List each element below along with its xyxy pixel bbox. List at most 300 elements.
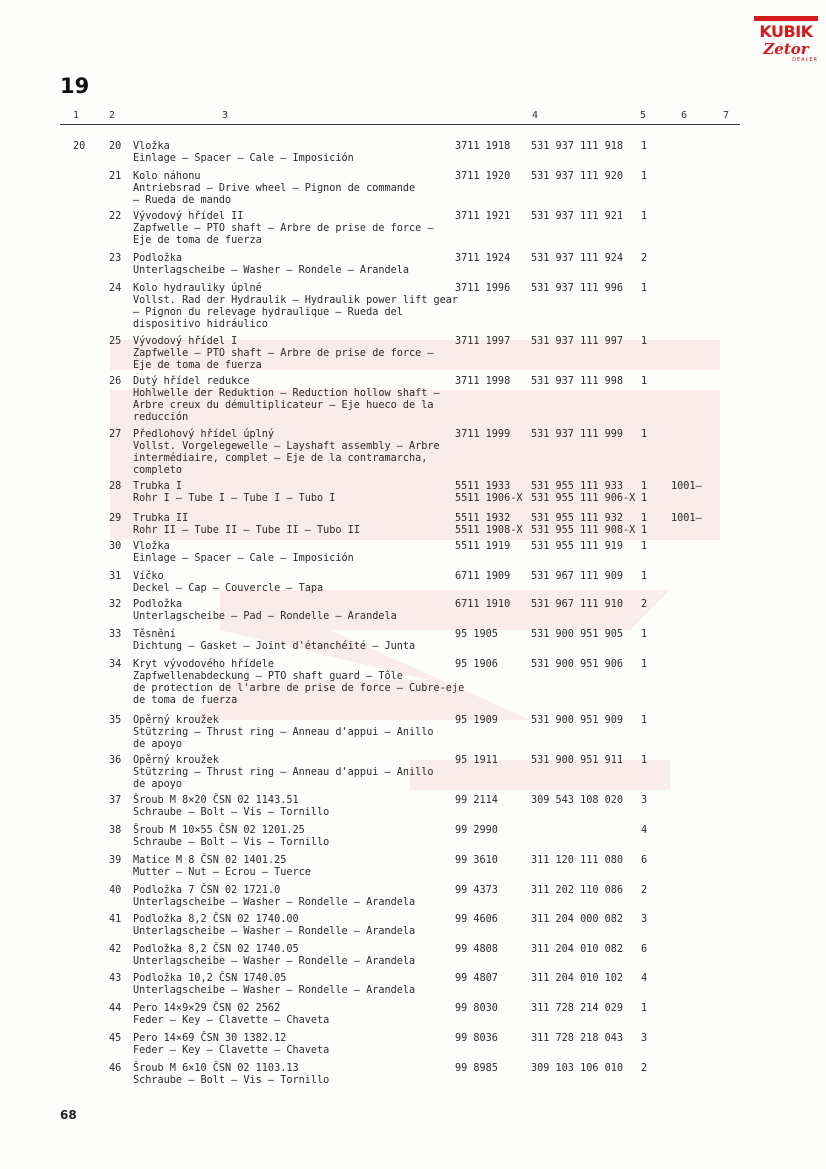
quantity xyxy=(641,755,655,767)
position-number: 30 xyxy=(109,541,122,552)
quantity xyxy=(641,855,655,867)
part-description xyxy=(133,885,448,909)
description-line: Arbre creux du démultiplicateur — Eje hueco de la xyxy=(133,400,434,411)
description-line: completo xyxy=(133,465,183,476)
description-line: de toma de fuerza xyxy=(133,695,238,706)
description-line: Kryt vývodového hřídele xyxy=(133,659,275,670)
quantity xyxy=(641,659,655,671)
part-number xyxy=(531,171,631,183)
description-line: Trubka I xyxy=(133,481,183,492)
quantity-line: 1 xyxy=(641,755,648,766)
logo-sub: Zetor xyxy=(763,40,809,58)
part-number-line: 531 937 111 997 xyxy=(531,336,624,347)
position-number: 42 xyxy=(109,944,122,955)
quantity-line: 1 xyxy=(641,659,648,670)
col-4-header: 4 xyxy=(532,110,539,121)
part-number xyxy=(531,1003,631,1015)
position-number: 34 xyxy=(109,659,122,670)
quantity-line: 1 xyxy=(641,715,648,726)
drawing-number xyxy=(455,944,517,956)
description-line: Vložka xyxy=(133,541,170,552)
description-line: Podložka 8,2 ČSN 02 1740.00 xyxy=(133,914,299,925)
col-7-header: 7 xyxy=(723,110,730,121)
quantity-line: 1 xyxy=(641,571,648,582)
part-number-line: 311 728 214 029 xyxy=(531,1003,624,1014)
part-number xyxy=(531,1033,631,1045)
description-line: Předlohový hřídel úplný xyxy=(133,429,275,440)
col-2-header: 2 xyxy=(109,110,116,121)
position-number: 46 xyxy=(109,1063,122,1074)
drawing-number xyxy=(455,253,517,265)
part-description xyxy=(133,825,448,849)
drawing-number xyxy=(455,283,517,295)
quantity-line: 1 xyxy=(641,629,648,640)
description-line: de protection de l'arbre de prise de force — Cubre-eje xyxy=(133,683,465,694)
description-line: Šroub M 8×20 ČSN 02 1143.51 xyxy=(133,795,299,806)
drawing-number-line: 3711 1924 xyxy=(455,253,511,264)
description-line: Unterlagscheibe — Washer — Rondele — Arandela xyxy=(133,265,410,276)
part-description xyxy=(133,855,448,879)
quantity xyxy=(641,336,655,348)
quantity-line: 1 xyxy=(641,541,648,552)
part-description xyxy=(133,914,448,938)
description-line: Matice M 8 ČSN 02 1401.25 xyxy=(133,855,287,866)
part-number xyxy=(531,973,631,985)
drawing-number xyxy=(455,541,517,553)
part-description xyxy=(133,1063,448,1087)
part-number-line: 531 955 111 906-X xyxy=(531,493,636,504)
drawing-number-line: 5511 1933 xyxy=(455,481,511,492)
drawing-number xyxy=(455,715,517,727)
position-number: 31 xyxy=(109,571,122,582)
quantity xyxy=(641,211,655,223)
drawing-number xyxy=(455,376,517,388)
quantity xyxy=(641,283,655,295)
part-number xyxy=(531,914,631,926)
quantity xyxy=(641,513,655,537)
description-line: Eje de toma de fuerza xyxy=(133,360,262,371)
part-number xyxy=(531,253,631,265)
quantity xyxy=(641,253,655,265)
position-number: 41 xyxy=(109,914,122,925)
quantity xyxy=(641,973,655,985)
drawing-number xyxy=(455,1033,517,1045)
description-line: Stützring — Thrust ring — Anneau d'appui — Anillo xyxy=(133,727,434,738)
drawing-number-line: 99 4807 xyxy=(455,973,498,984)
quantity xyxy=(641,376,655,388)
drawing-number-line: 99 8030 xyxy=(455,1003,498,1014)
part-description xyxy=(133,944,448,968)
quantity-line: 1 xyxy=(641,171,648,182)
part-number xyxy=(531,481,636,505)
part-number xyxy=(531,571,631,583)
serial-from: 1001— xyxy=(671,481,702,492)
quantity xyxy=(641,825,655,837)
drawing-number-line: 3711 1999 xyxy=(455,429,511,440)
part-number xyxy=(531,855,631,867)
part-description xyxy=(133,973,448,997)
position-number: 38 xyxy=(109,825,122,836)
drawing-number-line: 3711 1918 xyxy=(455,141,511,152)
part-description xyxy=(133,755,448,791)
quantity-line: 1 xyxy=(641,1003,648,1014)
part-description xyxy=(133,171,448,207)
description-line: Rohr I — Tube I — Tube I — Tubo I xyxy=(133,493,336,504)
position-number: 22 xyxy=(109,211,122,222)
quantity xyxy=(641,429,655,441)
drawing-number-line: 99 8985 xyxy=(455,1063,498,1074)
description-line: Vložka xyxy=(133,141,170,152)
part-number-line: 531 900 951 905 xyxy=(531,629,624,640)
description-line: Rohr II — Tube II — Tube II — Tubo II xyxy=(133,525,360,536)
part-description xyxy=(133,253,448,277)
quantity xyxy=(641,141,655,153)
position-number: 20 xyxy=(109,141,122,152)
part-number xyxy=(531,795,631,807)
part-number-line: 531 937 111 996 xyxy=(531,283,624,294)
col-3-header: 3 xyxy=(222,110,229,121)
part-number xyxy=(531,715,631,727)
drawing-number-line: 5511 1932 xyxy=(455,513,511,524)
description-line: intermédiaire, complet — Eje de la contramarcha, xyxy=(133,453,428,464)
part-number xyxy=(531,513,636,537)
description-line: Šroub M 10×55 ČSN 02 1201.25 xyxy=(133,825,305,836)
part-description xyxy=(133,513,448,537)
col-6-header: 6 xyxy=(681,110,688,121)
drawing-number-line: 5511 1906-X xyxy=(455,493,523,504)
part-number xyxy=(531,599,631,611)
position-number: 27 xyxy=(109,429,122,440)
description-line: Zapfwelle — PTO shaft — Arbre de prise de force — xyxy=(133,223,434,234)
drawing-number xyxy=(455,571,517,583)
part-number-line: 531 937 111 918 xyxy=(531,141,624,152)
description-line: Trubka II xyxy=(133,513,189,524)
quantity-line: 1 xyxy=(641,283,648,294)
position-number: 25 xyxy=(109,336,122,347)
part-number-line: 531 955 111 933 xyxy=(531,481,624,492)
drawing-number xyxy=(455,599,517,611)
quantity-line: 2 xyxy=(641,885,648,896)
drawing-number-line: 3711 1998 xyxy=(455,376,511,387)
description-line: Těsnění xyxy=(133,629,176,640)
part-number-line: 531 937 111 921 xyxy=(531,211,624,222)
quantity-line: 1 xyxy=(641,513,648,524)
drawing-number-line: 6711 1910 xyxy=(455,599,511,610)
quantity-line: 3 xyxy=(641,1033,648,1044)
part-number-line: 531 937 111 998 xyxy=(531,376,624,387)
part-description xyxy=(133,141,448,165)
drawing-number-line: 95 1906 xyxy=(455,659,498,670)
drawing-number-line: 99 3610 xyxy=(455,855,498,866)
part-description xyxy=(133,541,448,565)
part-description xyxy=(133,571,448,595)
drawing-number xyxy=(455,885,517,897)
description-line: Stützring — Thrust ring — Anneau d'appui — Anillo xyxy=(133,767,434,778)
drawing-number xyxy=(455,755,517,767)
description-line: Podložka 8,2 ČSN 02 1740.05 xyxy=(133,944,299,955)
drawing-number-line: 6711 1909 xyxy=(455,571,511,582)
drawing-number xyxy=(455,513,523,537)
drawing-number xyxy=(455,481,523,505)
logo-brand: KUBIK xyxy=(759,22,813,41)
part-number-line: 531 967 111 910 xyxy=(531,599,624,610)
part-description xyxy=(133,795,448,819)
part-description xyxy=(133,715,448,751)
description-line: Unterlagscheibe — Pad — Rondelle — Arandela xyxy=(133,611,397,622)
quantity-line: 6 xyxy=(641,944,648,955)
drawing-number xyxy=(455,1063,517,1075)
description-line: Šroub M 6×10 ČSN 02 1103.13 xyxy=(133,1063,299,1074)
drawing-number-line: 95 1909 xyxy=(455,715,498,726)
part-number xyxy=(531,429,631,441)
part-description xyxy=(133,336,448,372)
quantity xyxy=(641,914,655,926)
quantity-line: 1 xyxy=(641,493,648,504)
quantity-line: 3 xyxy=(641,795,648,806)
quantity-line: 4 xyxy=(641,973,648,984)
position-number: 43 xyxy=(109,973,122,984)
quantity-line: 1 xyxy=(641,336,648,347)
drawing-number-line: 99 4808 xyxy=(455,944,498,955)
drawing-number-line: 99 4373 xyxy=(455,885,498,896)
part-description xyxy=(133,599,448,623)
drawing-number-line: 99 4606 xyxy=(455,914,498,925)
drawing-number-line: 95 1905 xyxy=(455,629,498,640)
logo-tag: DEALER xyxy=(792,57,818,63)
part-number-line: 531 967 111 909 xyxy=(531,571,624,582)
description-line: Unterlagscheibe — Washer — Rondelle — Arandela xyxy=(133,897,416,908)
drawing-number-line: 3711 1996 xyxy=(455,283,511,294)
part-number-line: 531 937 111 999 xyxy=(531,429,624,440)
description-line: Dichtung — Gasket — Joint d'étanchéité — Junta xyxy=(133,641,416,652)
quantity xyxy=(641,541,655,553)
description-line: — Rueda de mando xyxy=(133,195,232,206)
part-number xyxy=(531,659,631,671)
drawing-number-line: 3711 1921 xyxy=(455,211,511,222)
quantity-line: 1 xyxy=(641,141,648,152)
part-number xyxy=(531,541,631,553)
part-number-line: 531 937 111 924 xyxy=(531,253,624,264)
drawing-number-line: 99 2114 xyxy=(455,795,498,806)
description-line: Pero 14×69 ČSN 30 1382.12 xyxy=(133,1033,287,1044)
position-number: 32 xyxy=(109,599,122,610)
description-line: Feder — Key — Clavette — Chaveta xyxy=(133,1045,330,1056)
part-number-line: 311 728 218 043 xyxy=(531,1033,624,1044)
quantity-line: 1 xyxy=(641,481,648,492)
drawing-number xyxy=(455,914,517,926)
position-number: 33 xyxy=(109,629,122,640)
position-number: 35 xyxy=(109,715,122,726)
part-description xyxy=(133,211,448,247)
drawing-number xyxy=(455,336,517,348)
drawing-number xyxy=(455,973,517,985)
part-number-line: 311 204 000 082 xyxy=(531,914,624,925)
quantity-line: 2 xyxy=(641,1063,648,1074)
part-number-line: 311 120 111 080 xyxy=(531,855,624,866)
part-number-line: 531 937 111 920 xyxy=(531,171,624,182)
quantity-line: 3 xyxy=(641,914,648,925)
description-line: Eje de toma de fuerza xyxy=(133,235,262,246)
drawing-number xyxy=(455,855,517,867)
description-line: Hohlwelle der Reduktion — Reduction hollow shaft — xyxy=(133,388,440,399)
description-line: Vollst. Rad der Hydraulik — Hydraulik power lift gear xyxy=(133,295,459,306)
part-number xyxy=(531,211,631,223)
description-line: Schraube — Bolt — Vis — Tornillo xyxy=(133,837,330,848)
part-number-line: 309 543 108 020 xyxy=(531,795,624,806)
drawing-number xyxy=(455,429,517,441)
part-number xyxy=(531,336,631,348)
footer-page-number: 68 xyxy=(60,1108,77,1122)
quantity xyxy=(641,481,655,505)
quantity xyxy=(641,1033,655,1045)
position-number: 24 xyxy=(109,283,122,294)
description-line: — Pignon du relevage hydraulique — Rueda del xyxy=(133,307,403,318)
part-number-line: 531 900 951 906 xyxy=(531,659,624,670)
col-1-header: 1 xyxy=(73,110,80,121)
position-number: 44 xyxy=(109,1003,122,1014)
description-line: Vollst. Vorgelegewelle — Layshaft assembly — Arbre xyxy=(133,441,440,452)
position-number: 40 xyxy=(109,885,122,896)
description-line: Opěrný kroužek xyxy=(133,755,219,766)
part-description xyxy=(133,283,459,331)
description-line: Zapfwellenabdeckung — PTO shaft guard — Tôle xyxy=(133,671,403,682)
part-description xyxy=(133,659,465,707)
drawing-number xyxy=(455,171,517,183)
quantity xyxy=(641,715,655,727)
drawing-number xyxy=(455,1003,517,1015)
description-line: Einlage — Spacer — Cale — Imposición xyxy=(133,553,354,564)
description-line: Kolo náhonu xyxy=(133,171,201,182)
part-number-line: 531 955 111 908-X xyxy=(531,525,636,536)
part-number-line: 311 204 010 082 xyxy=(531,944,624,955)
description-line: Pero 14×9×29 ČSN 02 2562 xyxy=(133,1003,281,1014)
quantity xyxy=(641,885,655,897)
quantity xyxy=(641,795,655,807)
description-line: Antriebsrad — Drive wheel — Pignon de commande xyxy=(133,183,416,194)
description-line: reducción xyxy=(133,412,189,423)
position-number: 36 xyxy=(109,755,122,766)
drawing-number-line: 95 1911 xyxy=(455,755,498,766)
position-number: 28 xyxy=(109,481,122,492)
part-description xyxy=(133,629,448,653)
part-number-line: 309 103 106 010 xyxy=(531,1063,624,1074)
part-number xyxy=(531,376,631,388)
quantity-line: 1 xyxy=(641,376,648,387)
quantity xyxy=(641,1003,655,1015)
part-number xyxy=(531,755,631,767)
description-line: Podložka xyxy=(133,599,183,610)
description-line: Unterlagscheibe — Washer — Rondelle — Arandela xyxy=(133,985,416,996)
description-line: Deckel — Cap — Couvercle — Tapa xyxy=(133,583,324,594)
col-5-header: 5 xyxy=(640,110,647,121)
drawing-number xyxy=(455,141,517,153)
quantity xyxy=(641,629,655,641)
part-number-line: 311 202 110 086 xyxy=(531,885,624,896)
part-number xyxy=(531,944,631,956)
position-number: 29 xyxy=(109,513,122,524)
description-line: Opěrný kroužek xyxy=(133,715,219,726)
part-number xyxy=(531,141,631,153)
quantity-line: 4 xyxy=(641,825,648,836)
quantity-line: 2 xyxy=(641,599,648,610)
quantity-line: 1 xyxy=(641,211,648,222)
description-line: Podložka 10,2 ČSN 1740.05 xyxy=(133,973,287,984)
position-number: 39 xyxy=(109,855,122,866)
description-line: Dutý hřídel redukce xyxy=(133,376,250,387)
part-number-line: 531 900 951 911 xyxy=(531,755,624,766)
part-number xyxy=(531,885,631,897)
drawing-number xyxy=(455,825,517,837)
description-line: Unterlagscheibe — Washer — Rondelle — Arandela xyxy=(133,956,416,967)
serial-from: 1001— xyxy=(671,513,702,524)
description-line: de apoyo xyxy=(133,779,183,790)
position-number: 26 xyxy=(109,376,122,387)
description-line: Podložka 7 ČSN 02 1721.0 xyxy=(133,885,281,896)
quantity-line: 2 xyxy=(641,253,648,264)
drawing-number xyxy=(455,659,517,671)
quantity xyxy=(641,944,655,956)
description-line: Vývodový hřídel II xyxy=(133,211,244,222)
drawing-number-line: 5511 1908-X xyxy=(455,525,523,536)
description-line: de apoyo xyxy=(133,739,183,750)
quantity xyxy=(641,1063,655,1075)
position-number: 23 xyxy=(109,253,122,264)
description-line: Schraube — Bolt — Vis — Tornillo xyxy=(133,807,330,818)
quantity-line: 1 xyxy=(641,525,648,536)
drawing-number xyxy=(455,629,517,641)
quantity xyxy=(641,571,655,583)
part-description xyxy=(133,1033,448,1057)
part-number-line: 531 955 111 932 xyxy=(531,513,624,524)
description-line: Kolo hydrauliky úplné xyxy=(133,283,262,294)
part-description xyxy=(133,429,448,477)
section-number: 19 xyxy=(60,74,90,98)
drawing-number-line: 3711 1920 xyxy=(455,171,511,182)
part-number-line: 311 204 010 102 xyxy=(531,973,624,984)
description-line: Feder — Key — Clavette — Chaveta xyxy=(133,1015,330,1026)
drawing-number-line: 99 2990 xyxy=(455,825,498,836)
description-line: Zapfwelle — PTO shaft — Arbre de prise de force — xyxy=(133,348,434,359)
position-number: 37 xyxy=(109,795,122,806)
drawing-number xyxy=(455,211,517,223)
position-number: 45 xyxy=(109,1033,122,1044)
drawing-number-line: 5511 1919 xyxy=(455,541,511,552)
description-line: Mutter — Nut — Ecrou — Tuerce xyxy=(133,867,311,878)
drawing-number-line: 3711 1997 xyxy=(455,336,511,347)
quantity-line: 6 xyxy=(641,855,648,866)
quantity xyxy=(641,171,655,183)
description-line: Schraube — Bolt — Vis — Tornillo xyxy=(133,1075,330,1086)
position-number: 21 xyxy=(109,171,122,182)
part-number-line: 531 900 951 909 xyxy=(531,715,624,726)
description-line: Unterlagscheibe — Washer — Rondelle — Arandela xyxy=(133,926,416,937)
part-number xyxy=(531,629,631,641)
part-description xyxy=(133,1003,448,1027)
part-description xyxy=(133,481,448,505)
part-number xyxy=(531,283,631,295)
drawing-number-line: 99 8036 xyxy=(455,1033,498,1044)
description-line: Víčko xyxy=(133,571,164,582)
description-line: Vývodový hřídel I xyxy=(133,336,238,347)
quantity xyxy=(641,599,655,611)
description-line: dispositivo hidráulico xyxy=(133,319,268,330)
group-number: 20 xyxy=(73,141,86,152)
part-number xyxy=(531,1063,631,1075)
part-description xyxy=(133,376,448,424)
description-line: Podložka xyxy=(133,253,183,264)
drawing-number xyxy=(455,795,517,807)
description-line: Einlage — Spacer — Cale — Imposición xyxy=(133,153,354,164)
